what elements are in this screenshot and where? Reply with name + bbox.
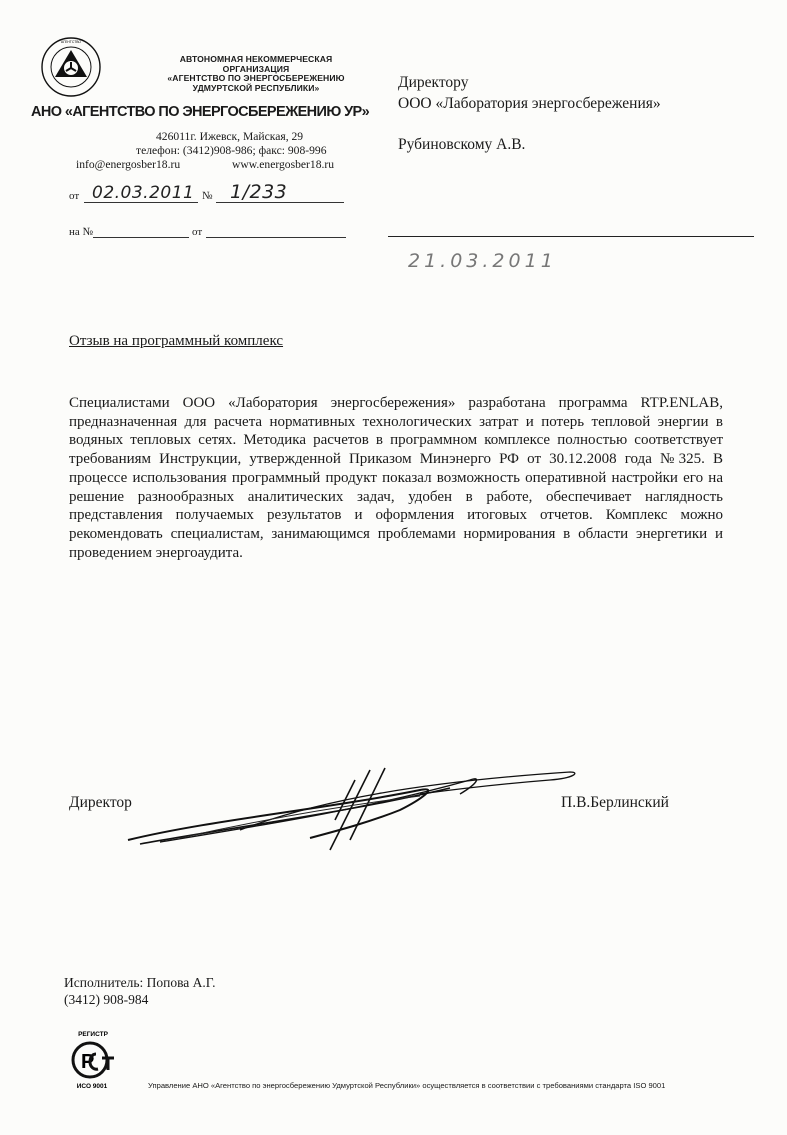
- executor-phone: (3412) 908-984: [64, 992, 149, 1007]
- signature-name: П.В.Берлинский: [561, 794, 669, 811]
- ref-number-line: [93, 237, 189, 238]
- ref-date-line: [206, 237, 346, 238]
- signature-title: Директор: [69, 794, 132, 811]
- iso-footer: Управление АНО «Агентство по энергосбережению Удмуртской Республики» осуществляется в соответствии с требованиями стандарта ISO 9001: [148, 1081, 666, 1090]
- body-paragraph: Специалистами ООО «Лаборатория энергосбережения» разработана программа RTP.ENLAB, предназначенная для расчета нормативных технологических затрат и потерь тепловой энергии в водяных тепловых сетях. Методика расчетов в программном комплексе полностью соответствует требованиям Инструкции, утвержденной Приказом Минэнерго РФ от 30.12.2008 года №325. В процессе использования программный продукт показал возможность оперативной настройки его на решение разнообразных аналитических задач, удобен в работе, обеспечивает наглядность представления получаемых результатов и оформления итоговых отчетов. Комплекс можно рекомендовать специалистам, занимающимся проблемами нормирования в области энергетики и проведением энергоаудита.: [69, 395, 723, 561]
- incoming-stamp: 21.03.2011: [408, 250, 557, 272]
- executor-info: [64, 974, 215, 1008]
- svg-text:РЕГИСТР: РЕГИСТР: [78, 1031, 108, 1038]
- recipient-name: Рубиновскому А.В.: [398, 136, 526, 153]
- subject: Отзыв на программный комплекс: [69, 333, 284, 349]
- svg-text:АГЕНТСТВО: АГЕНТСТВО: [60, 40, 82, 44]
- executor-name: Исполнитель: Попова А.Г.: [64, 975, 216, 990]
- email: info@energosber18.ru: [76, 158, 181, 171]
- number-handwritten: 1/233: [230, 181, 288, 203]
- address: 426011г. Ижевск, Майская, 29: [156, 130, 304, 143]
- organization-header: [150, 55, 362, 93]
- ref-from-label: от: [192, 226, 203, 238]
- recipient-company: ООО «Лаборатория энергосбережения»: [398, 95, 661, 112]
- svg-text:Р: Р: [81, 1051, 95, 1073]
- agency-name: АНО «АГЕНТСТВО ПО ЭНЕРГОСБЕРЕЖЕНИЮ УР»: [31, 104, 370, 120]
- ref-label: на №: [69, 226, 94, 238]
- date-handwritten: 02.03.2011: [92, 183, 195, 203]
- handwritten-signature: [120, 760, 590, 860]
- number-label: №: [202, 190, 213, 202]
- recipient-rule: [388, 236, 754, 237]
- date-label: от: [69, 190, 80, 202]
- rst-certification-mark: [64, 1028, 122, 1090]
- recipient-title: Директору: [398, 74, 469, 91]
- org-line-3: УДМУРТСКОЙ РЕСПУБЛИКИ»: [192, 82, 320, 93]
- website: www.energosber18.ru: [232, 158, 335, 171]
- svg-text:ИСО 9001: ИСО 9001: [76, 1083, 108, 1090]
- org-line-2: «АГЕНТСТВО ПО ЭНЕРГОСБЕРЕЖЕНИЮ: [167, 73, 345, 84]
- agency-logo: [40, 36, 102, 98]
- phone: телефон: (3412)908-986; факс: 908-996: [136, 144, 327, 157]
- org-line-1: АВТОНОМНАЯ НЕКОММЕРЧЕСКАЯ ОРГАНИЗАЦИЯ: [179, 54, 333, 74]
